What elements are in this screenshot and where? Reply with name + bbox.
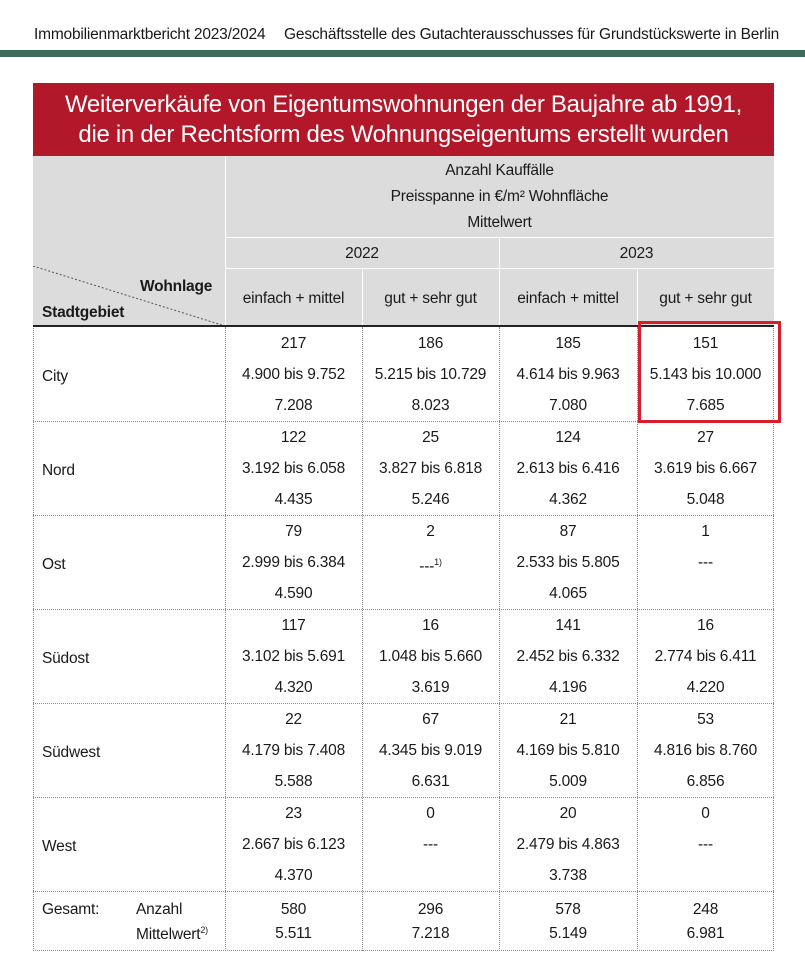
data-cell: 25 3.827 bis 6.818 5.246	[378, 429, 482, 508]
highlight-box	[638, 321, 781, 423]
district-name: Südwest	[42, 744, 101, 761]
publisher-name: Geschäftsstelle des Gutachterausschusses für Grundstückswerte in Berlin	[284, 26, 779, 43]
data-cell: 186 5.215 bis 10.729 8.023	[374, 335, 487, 414]
data-cell: 1 ---	[698, 523, 713, 571]
data-cell: 122 3.192 bis 6.058 4.435	[241, 429, 345, 508]
data-cell: 87 2.533 bis 5.805 4.065	[516, 523, 620, 602]
total-count: 578	[555, 901, 581, 918]
data-cell: 117 3.102 bis 5.691 4.320	[241, 617, 345, 696]
total-mean: 6.981	[686, 925, 725, 942]
column-header: einfach + mittel	[242, 290, 345, 307]
data-cell: 27 3.619 bis 6.667 5.048	[653, 429, 757, 508]
footnote-marker: 1)	[434, 557, 442, 567]
page-header	[0, 0, 805, 46]
table-title	[33, 83, 774, 156]
total-mean-label: Mittelwert$^{2)}$	[136, 925, 208, 943]
year-2022: 2022	[345, 245, 379, 262]
data-cell: 79 2.999 bis 6.384 4.590	[241, 523, 345, 602]
data-cell: 141 2.452 bis 6.332 4.196	[516, 617, 620, 696]
data-cell: 185 4.614 bis 9.963 7.080	[516, 335, 620, 414]
column-header: einfach + mittel	[517, 290, 619, 307]
year-2023: 2023	[619, 245, 654, 262]
total-mean: 5.511	[275, 925, 312, 942]
data-cell: 0 ---	[423, 805, 438, 853]
data-cell: 20 2.479 bis 4.863 3.738	[516, 805, 620, 884]
head-count-label: Anzahl Kauffälle	[445, 162, 554, 179]
total-count: 580	[280, 901, 307, 918]
table-title-line-1: Weiterverkäufe von Eigentumswohnungen der Baujahre ab 1991,	[65, 91, 742, 118]
data-cell: 22 4.179 bis 7.408 5.588	[241, 711, 345, 790]
total-mean: 7.218	[411, 925, 450, 942]
data-cell: 217 4.900 bis 9.752 7.208	[241, 335, 345, 414]
total-count: 296	[417, 901, 444, 918]
total-mean: 5.149	[549, 925, 587, 942]
data-cell: 151 5.143 bis 10.000 7.685	[649, 335, 762, 414]
data-cell: 67 4.345 bis 9.019 6.631	[378, 711, 482, 790]
data-cell: 53 4.816 bis 8.760 6.856	[653, 711, 757, 790]
footnote-marker: 2)	[200, 925, 208, 935]
data-cell: 124 2.613 bis 6.416 4.362	[516, 429, 620, 508]
table-title-line-2: die in der Rechtsform des Wohnungseigentums erstellt wurden	[78, 121, 729, 148]
column-header: gut + sehr gut	[659, 290, 752, 307]
head-mean-label: Mittelwert	[467, 214, 532, 231]
total-count-label: Anzahl	[136, 901, 183, 918]
district-name: Ost	[42, 556, 66, 573]
data-cell: 16 2.774 bis 6.411 4.220	[654, 617, 757, 696]
row-divider	[33, 891, 774, 892]
wohnlage-label: Wohnlage	[140, 278, 213, 295]
total-label: Gesamt:	[42, 901, 100, 918]
data-cell: 2 ---$^{1)}$	[419, 523, 442, 575]
stadtgebiet-label: Stadtgebiet	[42, 304, 125, 321]
district-name: Südost	[42, 650, 90, 667]
total-count: 248	[692, 901, 719, 918]
head-range-label: Preisspanne in €/m² Wohnfläche	[390, 188, 609, 205]
district-name: City	[42, 368, 68, 385]
district-name: Nord	[42, 462, 75, 479]
data-cell: 0 ---	[698, 805, 713, 853]
data-cell: 23 2.667 bis 6.123 4.370	[241, 805, 345, 884]
district-name: West	[42, 838, 77, 855]
column-header: gut + sehr gut	[384, 290, 477, 307]
data-cell: 16 1.048 bis 5.660 3.619	[378, 617, 482, 696]
header-rule	[0, 50, 805, 57]
data-cell: 21 4.169 bis 5.810 5.009	[516, 711, 620, 790]
report-title: Immobilienmarktbericht 2023/2024	[34, 26, 266, 43]
